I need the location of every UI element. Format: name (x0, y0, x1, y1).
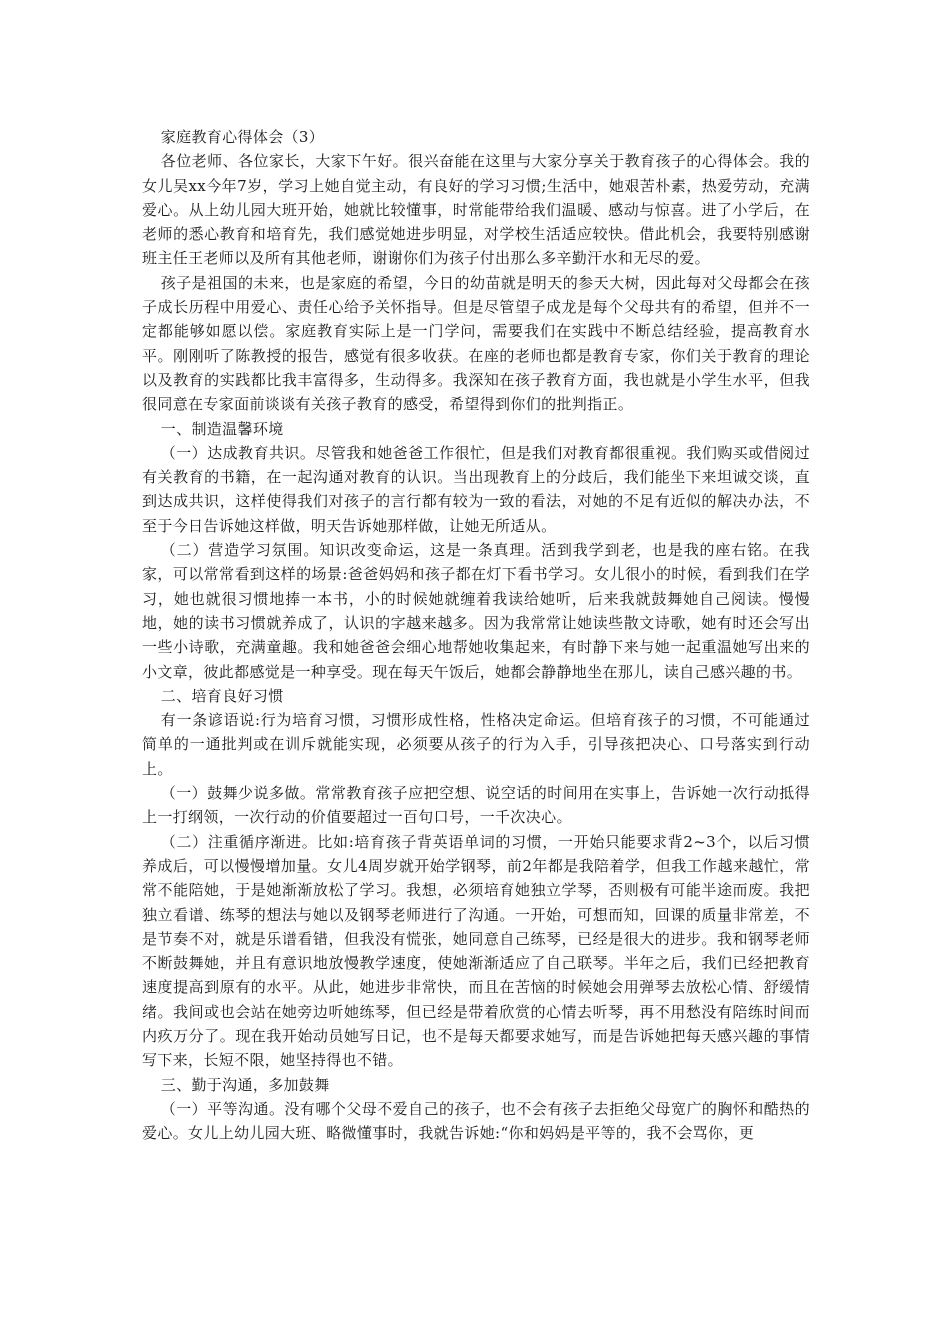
paragraph-family-hope: 孩子是祖国的未来，也是家庭的希望，今日的幼苗就是明天的参天大树，因此每对父母都会在孩子成长历程中用爱心、责任心给予关怀指导。但是尽管望子成龙是每个父母共有的希望，但并不一定都能够如愿以偿。家庭教育实际上是一门学问，需要我们在实践中不断总结经验，提高教育水平。刚刚听了陈教授的报告，感觉有很多收获。在座的老师也都是教育专家，你们关于教育的理论以及教育的实践都比我丰富得多，生动得多。我深知在孩子教育方面，我也就是小学生水平，但我很同意在专家面前谈谈有关孩子教育的感受，希望得到你们的批判指正。 (142, 273, 810, 414)
paragraph-proverb: 有一条谚语说:行为培育习惯，习惯形成性格，性格决定命运。但培育孩子的习惯，不可能通过简单的一通批判或在训斥就能实现，必须要从孩子的行为入手，引导孩把决心、口号落实到行动上。 (142, 711, 810, 778)
document-title: 家庭教育心得体会（3） (160, 128, 325, 146)
paragraph-study-atmosphere: （二）营造学习氛围。知识改变命运，这是一条真理。活到我学到老，也是我的座右铭。在我家，可以常常看到这样的场景:爸爸妈妈和孩子都在灯下看书学习。女儿很小的时候，看到我们在学习，她也就很习惯地捧一本书，小的时候她就缠着我读给她听，后来我就鼓舞她自己阅读。慢慢地，她的读书习惯就养成了，认识的字越来越多。因为我常常让她读些散文诗歌，她有时还会写出一些小诗歌，充满童趣。我和她爸爸会细心地帮她收集起来，有时静下来与她一起重温她写出来的小文章，彼此都感觉是一种享受。现在每天午饭后，她都会静静地坐在那儿，读自己感兴趣的书。 (142, 541, 810, 681)
section-heading-communication: 三、勤于沟通，多加鼓舞 (160, 1075, 330, 1094)
section-heading-habits: 二、培育良好习惯 (160, 686, 284, 705)
paragraph-greeting: 各位老师、各位家长，大家下午好。很兴奋能在这里与大家分享关于教育孩子的心得体会。我的女儿吴xx今年7岁，学习上她自觉主动，有良好的学习习惯;生活中，她艰苦朴素，热爱劳动，充满爱心。从上幼儿园大班开始，她就比较懂事，时常能带给我们温暖、感动与惊喜。进了小学后，在老师的悉心教育和培育先，我们感觉她进步明显，对学校生活适应较快。借此机会，我要特别感谢班主任王老师以及所有其他老师，谢谢你们为孩子付出那么多辛勤汗水和无尽的爱。 (142, 152, 810, 268)
section-heading-environment: 一、制造温馨环境 (160, 419, 284, 438)
paragraph-do-more: （一）鼓舞少说多做。常常教育孩子应把空想、说空话的时间用在实事上，告诉她一次行动抵得上一打纲领，一次行动的价值要超过一百句口号，一千次决心。 (142, 784, 810, 827)
document-body (142, 125, 810, 1145)
paragraph-equal-communication: （一）平等沟通。没有哪个父母不爱自己的孩子，也不会有孩子去拒绝父母宽广的胸怀和酷热的爱心。女儿上幼儿园大班、略微懂事时，我就告诉她:“你和妈妈是平等的，我不会骂你，更 (142, 1099, 810, 1143)
paragraph-consensus: （一）达成教育共识。尽管我和她爸爸工作很忙，但是我们对教育都很重视。我们购买或借阅过有关教育的书籍，在一起沟通对教育的认识。当出现教育上的分歧后，我们能坐下来坦诚交谈，直到达成共识，这样使得我们对孩子的言行都有较为一致的看法，对她的不足有近似的解决办法，不至于今日告诉她这样做，明天告诉她那样做，让她无所适从。 (142, 443, 810, 535)
paragraph-gradual: （二）注重循序渐进。比如:培育孩子背英语单词的习惯，一开始只能要求背2~3个，以后习惯养成后，可以慢慢增加量。女儿4周岁就开始学钢琴，前2年都是我陪着学，但我工作越来越忙，常常不能陪她，于是她渐渐放松了学习。我想，必须培育她独立学琴，否则极有可能半途而废。我把独立看谱、练琴的想法与她以及钢琴老师进行了沟通。一开始，可想而知，回课的质量非常差，不是节奏不对，就是乐谱看错，但我没有慌张，她同意自己练琴，已经是很大的进步。我和钢琴老师不断鼓舞她，并且有意识地放慢教学速度，使她渐渐适应了自己联琴。半年之后，我们已经把教育速度提高到原有的水平。从此，她进步非常快，而且在苦恼的时候她会用弹琴去放松心情、舒缓情绪。我间或也会站在她旁边听她练琴，但已经是带着欣赏的心情去听琴，再不用愁没有陪练时间而内疚万分了。现在我开始动员她写日记，也不是每天都要求她写，而是告诉她把每天感兴趣的事情写下来，长短不限，她坚持得也不错。 (142, 832, 810, 1070)
